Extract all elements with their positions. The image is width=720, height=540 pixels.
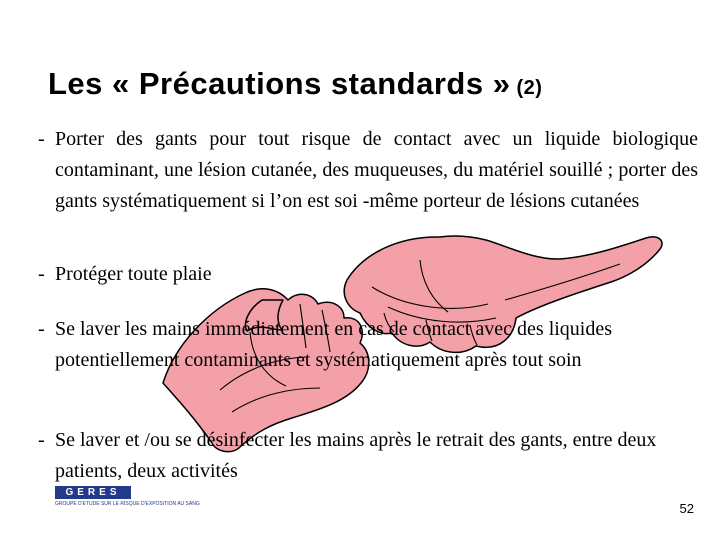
bullet-protect-wound	[38, 259, 698, 290]
slide-title	[48, 66, 708, 102]
logo-name: GERES	[55, 486, 131, 499]
bullet-marker: -	[38, 429, 45, 451]
page-number: 52	[679, 501, 694, 516]
bullet-text: Porter des gants pour tout risque de contact avec un liquide biologique contaminant, une lésion cutanée, des muqueuses, du matériel souillé ; porter des gants systématiquement si l’on est soi -même porteur de lésions cutanées	[55, 128, 698, 212]
bullet-marker: -	[38, 318, 45, 340]
bullet-marker: -	[38, 128, 45, 150]
bullet-text: Se laver et /ou se désinfecter les mains après le retrait des gants, entre deux patients, deux activités	[55, 429, 657, 482]
slide-title-suffix: (2)	[516, 77, 543, 99]
bullet-wash-hands	[38, 314, 698, 376]
geres-logo	[55, 486, 200, 514]
bullet-text: Se laver les mains immédiatement en cas de contact avec des liquides potentiellement contaminants et systématiquement après tout soin	[55, 318, 613, 371]
bullet-marker: -	[38, 263, 45, 285]
slide-title-text: Les « Précautions standards »	[48, 66, 511, 101]
bullet-text: Protéger toute plaie	[55, 263, 212, 285]
bullet-disinfect-hands	[38, 425, 698, 487]
bullet-gloves	[38, 124, 698, 217]
logo-subtitle: GROUPE D'ETUDE SUR LE RISQUE D'EXPOSITION AU SANG	[55, 501, 200, 507]
